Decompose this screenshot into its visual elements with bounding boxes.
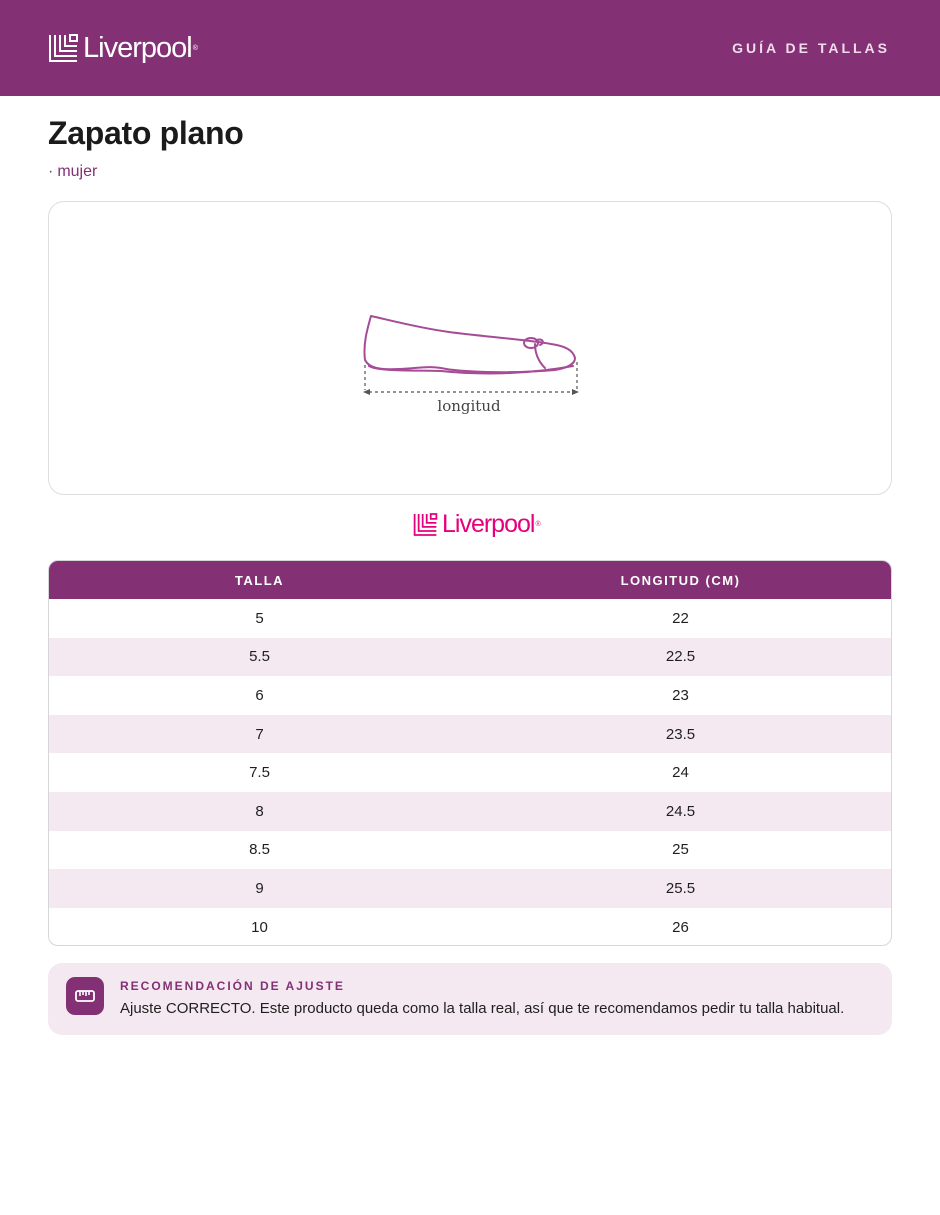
length-cell: 24 [672,764,689,782]
length-cell: 24.5 [665,802,696,820]
size-cell: 8.5 [249,841,270,859]
size-guide-title: GUÍA DE TALLAS [732,40,890,56]
length-cell: 25 [672,841,689,859]
fit-recommendation-heading: RECOMENDACIÓN DE AJUSTE [120,979,345,993]
flat-shoe-icon [359,310,589,398]
table-row [49,715,891,754]
length-cell: 23.5 [665,725,696,743]
ruler-icon [66,977,104,1015]
table-row [49,869,891,908]
table-row [49,676,891,715]
shoe-illustration-card [48,201,892,495]
length-cell: 23 [672,686,689,704]
column-header-size: TALLA [234,572,285,588]
table-row [49,831,891,870]
length-cell: 25.5 [665,879,696,897]
column-header-length: LONGITUD (CM) [620,572,741,588]
header-bar [0,0,940,96]
product-category [48,163,97,181]
size-cell: 10 [251,918,268,936]
size-cell: 5 [255,609,264,627]
liverpool-logo-icon [413,513,438,536]
table-row [49,908,891,946]
fit-recommendation [48,963,892,1035]
length-cell: 22.5 [665,648,696,666]
table-header-row [49,561,891,599]
fit-recommendation-text: Ajuste CORRECTO. Este producto queda como la talla real, así que te recomendamos pedir tu talla habitual. [120,1000,845,1017]
liverpool-logo-icon [48,34,79,62]
length-cell: 22 [672,609,689,627]
brand-logo-trademark: ® [535,521,541,528]
size-cell: 6 [255,686,264,704]
size-cell: 9 [255,879,264,897]
size-cell: 5.5 [249,648,270,666]
brand-logo-text: Liverpool [442,510,535,538]
header-logo[interactable] [48,31,198,64]
header-logo-trademark: ® [192,44,198,52]
size-cell: 7 [255,725,264,743]
header-logo-text: Liverpool [83,31,192,64]
product-category-label: mujer [57,163,98,180]
size-cell: 8 [255,802,264,820]
table-row [49,792,891,831]
table-row [49,753,891,792]
length-cell: 26 [672,918,689,936]
table-row [49,638,891,677]
size-cell: 7.5 [249,764,270,782]
length-measure-label: longitud [437,397,501,415]
bullet-dot: · [48,163,54,180]
product-title: Zapato plano [48,115,244,151]
brand-logo [413,512,541,537]
table-row [49,599,891,638]
size-table [48,560,892,946]
